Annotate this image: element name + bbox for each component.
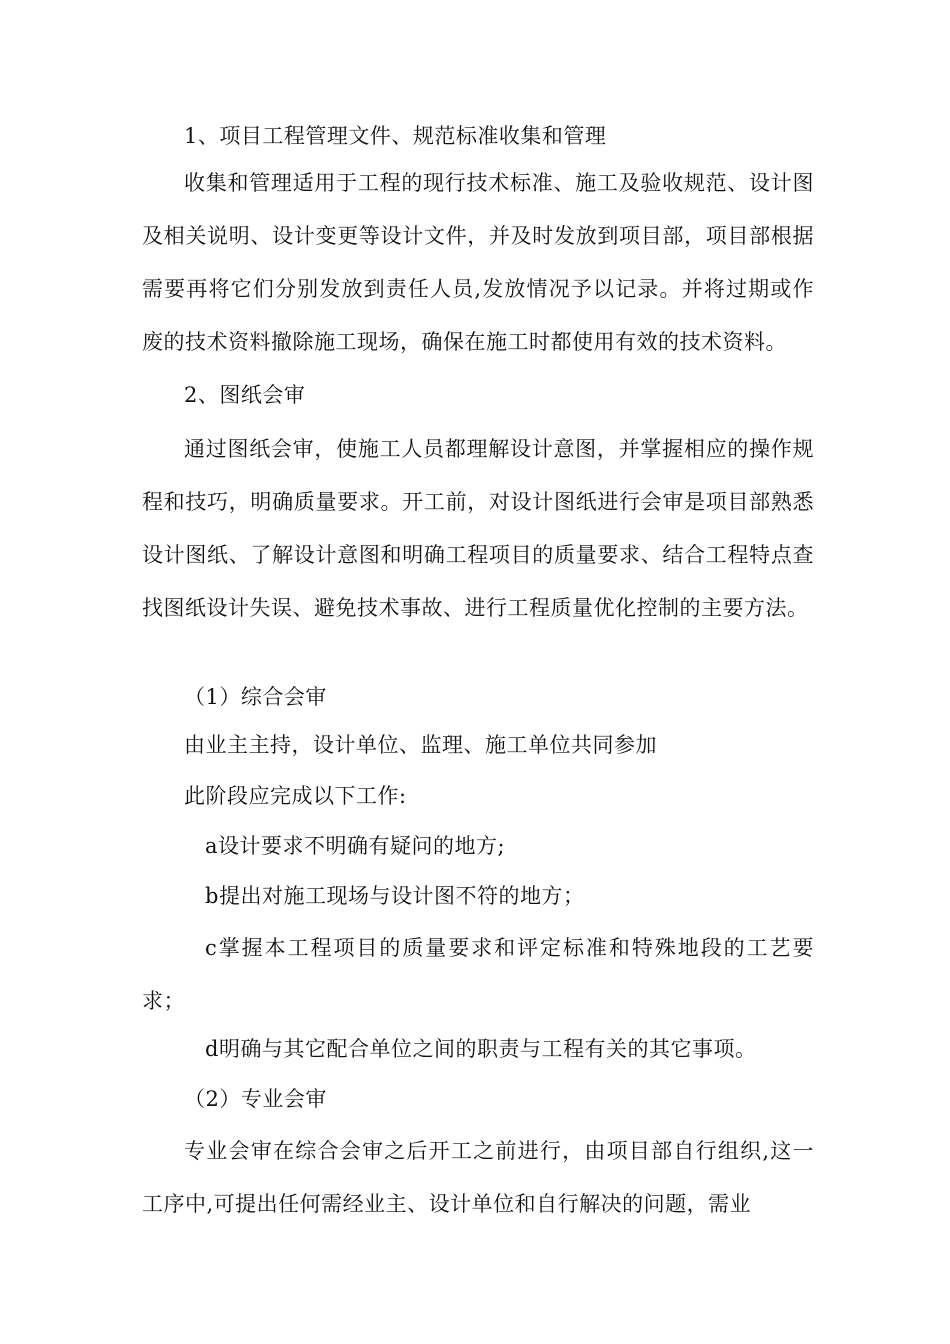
list-item-d: d明确与其它配合单位之间的职责与工程有关的其它事项。 [205,1037,757,1061]
list-item-c: c掌握本工程项目的质量要求和评定标准和特殊地段的工艺要求； [142,936,814,1013]
subsection-1-heading: （1）综合会审 [184,685,327,709]
section-2-paragraph: 通过图纸会审，使施工人员都理解设计意图，并掌握相应的操作规程和技巧，明确质量要求。开工前，对设计图纸进行会审是项目部熟悉设计图纸、了解设计意图和明确工程项目的质量要求、结合工程特点查找图纸设计失误、避免技术事故、进行工程质量优化控制的主要方法。 [142,437,814,620]
section-2-heading: 2、图纸会审 [184,383,306,407]
subsection-2-heading: （2）专业会审 [184,1087,327,1111]
subsection-1-intro: 此阶段应完成以下工作: [184,784,407,808]
section-1-heading: 1、项目工程管理文件、规范标准收集和管理 [184,124,607,148]
subsection-2-paragraph: 专业会审在综合会审之后开工之前进行，由项目部自行组织,这一工序中,可提出任何需经业主、设计单位和自行解决的问题，需业 [142,1139,814,1216]
section-1-paragraph: 收集和管理适用于工程的现行技术标准、施工及验收规范、设计图及相关说明、设计变更等设计文件，并及时发放到项目部，项目部根据需要再将它们分别发放到责任人员,发放情况予以记录。并将过期或作废的技术资料撤除施工现场，确保在施工时都使用有效的技术资料。 [142,171,814,354]
subsection-1-host-line: 由业主主持，设计单位、监理、施工单位共同参加 [184,733,657,757]
list-item-b: b提出对施工现场与设计图不符的地方； [205,884,585,908]
list-item-a: a设计要求不明确有疑问的地方; [205,834,506,858]
